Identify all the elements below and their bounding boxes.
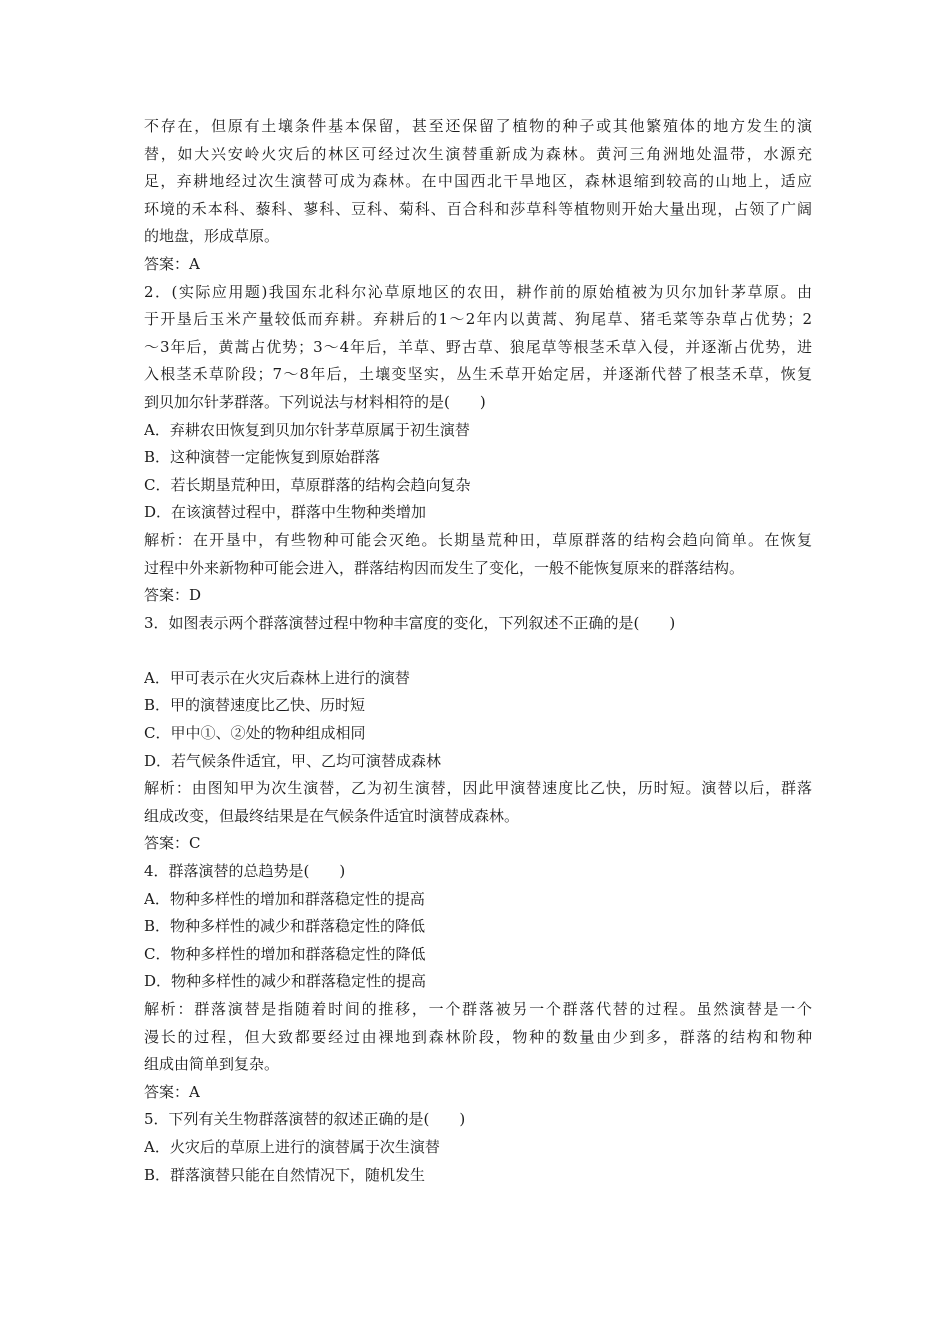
text-line: 入根茎禾草阶段；7～8年后，土壤变坚实，丛生禾草开始定居，并逐渐代替了根茎禾草，恢复 [144, 365, 812, 384]
question-4-option-a: A．物种多样性的增加和群落稳定性的提高 [144, 889, 425, 908]
text-line: 足，弃耕地经过次生演替可成为森林。在中国西北干旱地区，森林退缩到较高的山地上，适应 [144, 172, 812, 191]
text-line: 组成改变，但最终结果是在气候条件适宜时演替成森林。 [144, 806, 520, 825]
question-2-option-d: D．在该演替过程中，群落中生物种类增加 [144, 503, 427, 522]
question-4-option-b: B．物种多样性的减少和群落稳定性的降低 [144, 917, 426, 936]
question-3-stem: 3．如图表示两个群落演替过程中物种丰富度的变化，下列叙述不正确的是( ) [144, 613, 676, 632]
answer-1: 答案：A [144, 254, 200, 273]
text-line: 组成由简单到复杂。 [144, 1055, 280, 1074]
question-2-option-b: B．这种演替一定能恢复到原始群落 [144, 448, 381, 467]
text-line: 替，如大兴安岭火灾后的林区可经过次生演替重新成为森林。黄河三角洲地处温带，水源充 [144, 144, 812, 163]
text-line: 于开垦后玉米产量较低而弃耕。弃耕后的1～2年内以黄蒿、狗尾草、猪毛菜等杂草占优势；2 [144, 310, 812, 329]
text-line: 解析：群落演替是指随着时间的推移，一个群落被另一个群落代替的过程。虽然演替是一个 [144, 1000, 812, 1018]
text-line: 不存在，但原有土壤条件基本保留，甚至还保留了植物的种子或其他繁殖体的地方发生的演 [144, 117, 812, 135]
text-line: 漫长的过程，但大致都要经过由裸地到森林阶段，物种的数量由少到多，群落的结构和物种 [144, 1027, 812, 1046]
question-5-option-a: A．火灾后的草原上进行的演替属于次生演替 [144, 1137, 440, 1156]
question-3-option-c: C．甲中①、②处的物种组成相同 [144, 724, 366, 743]
question-2-option-a: A．弃耕农田恢复到贝加尔针茅草原属于初生演替 [144, 420, 470, 439]
question-3-option-d: D．若气候条件适宜，甲、乙均可演替成森林 [144, 751, 442, 770]
question-3-analysis [144, 775, 812, 830]
question-2-option-c: C．若长期垦荒种田，草原群落的结构会趋向复杂 [144, 475, 471, 494]
question-2-stem [144, 279, 812, 417]
answer-3: 答案：C [144, 834, 201, 853]
text-line: 的地盘，形成草原。 [144, 227, 280, 246]
question-4-option-d: D．物种多样性的减少和群落稳定性的提高 [144, 972, 427, 991]
text-line: 过程中外来新物种可能会进入，群落结构因而发生了变化，一般不能恢复原来的群落结构。 [144, 558, 745, 577]
answer-2: 答案：D [144, 586, 202, 605]
text-line: 解析：在开垦中，有些物种可能会灭绝。长期垦荒种田，草原群落的结构会趋向简单。在恢复 [144, 530, 812, 549]
passage-continuation [144, 113, 812, 251]
figure-placeholder [144, 637, 812, 665]
document-page [144, 113, 812, 1189]
question-5-stem: 5．下列有关生物群落演替的叙述正确的是( ) [144, 1110, 466, 1129]
question-4-option-c: C．物种多样性的增加和群落稳定性的降低 [144, 944, 426, 963]
question-2-analysis [144, 527, 812, 582]
question-4-analysis [144, 996, 812, 1079]
question-4-stem: 4．群落演替的总趋势是( ) [144, 862, 346, 881]
question-5-option-b: B．群落演替只能在自然情况下，随机发生 [144, 1165, 426, 1184]
question-3-option-a: A．甲可表示在火灾后森林上进行的演替 [144, 668, 410, 687]
text-line: ～3年后，黄蒿占优势；3～4年后，羊草、野古草、狼尾草等根茎禾草入侵，并逐渐占优势，进 [144, 337, 812, 356]
text-line: 到贝加尔针茅群落。下列说法与材料相符的是( ) [144, 392, 486, 411]
text-line: 解析：由图知甲为次生演替，乙为初生演替，因此甲演替速度比乙快，历时短。演替以后，群落 [144, 779, 812, 798]
text-line: 2．(实际应用题)我国东北科尔沁草原地区的农田，耕作前的原始植被为贝尔加针茅草原。由 [144, 282, 812, 301]
question-3-option-b: B．甲的演替速度比乙快、历时短 [144, 696, 366, 715]
answer-4: 答案：A [144, 1082, 200, 1101]
text-line: 环境的禾本科、藜科、蓼科、豆科、菊科、百合科和莎草科等植物则开始大量出现，占领了广阔 [144, 199, 812, 218]
